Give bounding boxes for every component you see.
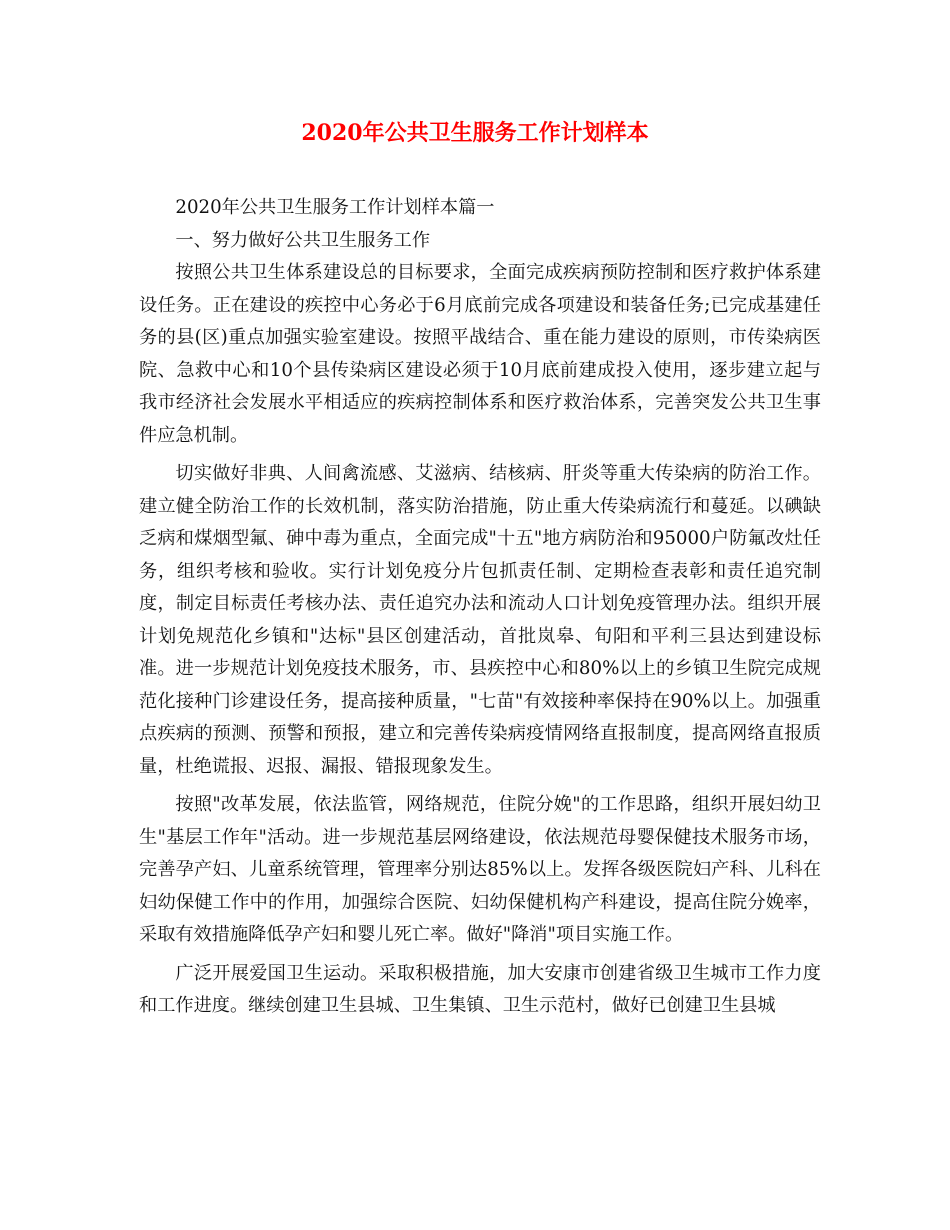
document-title: 2020年公共卫生服务工作计划样本 <box>301 120 649 146</box>
paragraph-subheading: 一、努力做好公共卫生服务工作 <box>175 229 431 251</box>
paragraph-public-health-system: 按照公共卫生体系建设总的目标要求，全面完成疾病预防控制和医疗救护体系建设任务。正在建设的疾控中心务必于6月底前完成各项建设和装备任务;已完成基建任务的县(区)重点加强实验室建设。按照平战结合、重在能力建设的原则，市传染病医院、急救中心和10个县传染病区建设必须于10月底前建成投入使用，逐步建立起与我市经济社会发展水平相适应的疾病控制体系和医疗救治体系，完善突发公共卫生事件应急机制。 <box>139 262 821 446</box>
document-body <box>139 192 821 1023</box>
paragraph-section-heading: 2020年公共卫生服务工作计划样本篇一 <box>175 197 495 218</box>
paragraph-infectious-disease: 切实做好非典、人间禽流感、艾滋病、结核病、肝炎等重大传染病的防治工作。建立健全防治工作的长效机制，落实防治措施，防止重大传染病流行和蔓延。以碘缺乏病和煤烟型氟、砷中毒为重点，全面完成"十五"地方病防治和95000户防氟改灶任务，组织考核和验收。实行计划免疫分片包抓责任制、定期检查表彰和责任追究制度，制定目标责任考核办法、责任追究办法和流动人口计划免疫管理办法。组织开展计划免规范化乡镇和"达标"县区创建活动，首批岚皋、旬阳和平利三县达到建设标准。进一步规范计划免疫技术服务，市、县疾控中心和80%以上的乡镇卫生院完成规范化接种门诊建设任务，提高接种质量，"七苗"有效接种率保持在90%以上。加强重点疾病的预测、预警和预报，建立和完善传染病疫情网络直报制度，提高网络直报质量，杜绝谎报、迟报、漏报、错报现象发生。 <box>139 463 821 777</box>
paragraph-patriotic-health: 广泛开展爱国卫生运动。采取积极措施，加大安康市创建省级卫生城市工作力度和工作进度。继续创建卫生县城、卫生集镇、卫生示范村，做好已创建卫生县城 <box>139 962 821 1016</box>
paragraph-maternal-child-health: 按照"改革发展，依法监管，网络规范，住院分娩"的工作思路，组织开展妇幼卫生"基层工作年"活动。进一步规范基层网络建设，依法规范母婴保健技术服务市场，完善孕产妇、儿童系统管理，管理率分别达85%以上。发挥各级医院妇产科、儿科在妇幼保健工作中的作用，加强综合医院、妇幼保健机构产科建设，提高住院分娩率，采取有效措施降低孕产妇和婴儿死亡率。做好"降消"项目实施工作。 <box>139 794 821 945</box>
